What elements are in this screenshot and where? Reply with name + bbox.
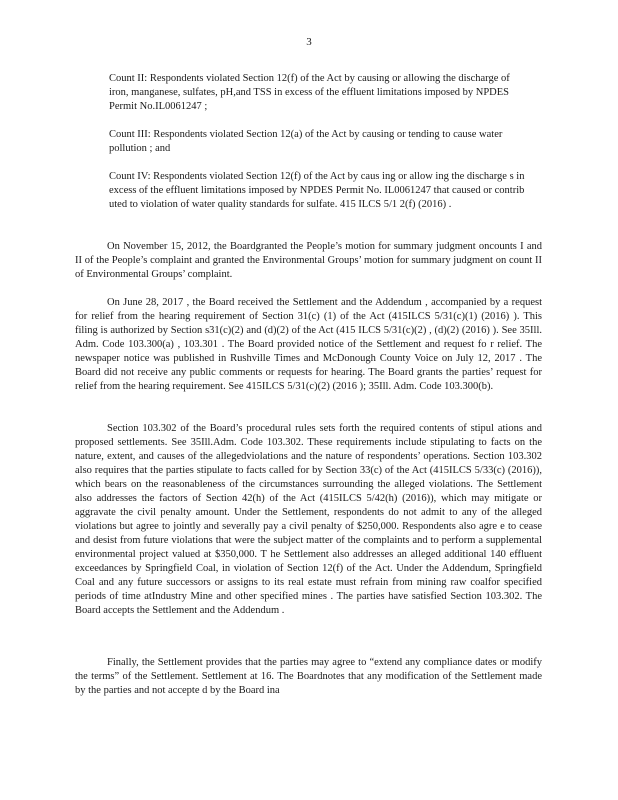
page-number: 3: [306, 36, 312, 48]
count-iii: Count III: Respondents violated Section 12(a) of the Act by causing or tending to cause water pollution ; and: [109, 129, 503, 154]
paragraph-text: On November 15, 2012, the Boardgranted the People’s motion for summary judgment oncounts I and II of the People’s complaint and granted the Environmental Groups’ motion for summary judgment on count II of Environmental Groups’ complaint.: [75, 241, 542, 280]
paragraph-summary-judgment: [75, 240, 542, 282]
count-ii: Count II: Respondents violated Section 12(f) of the Act by causing or allowing the discharge of iron, manganese, sulfates, pH,and TSS in excess of the effluent limitations imposed by NPDES Permit No.IL0061247 ;: [109, 73, 510, 112]
paragraph-settlement-received: [75, 296, 542, 394]
paragraph-finally: [75, 656, 542, 698]
count-iv: Count IV: Respondents violated Section 12(f) of the Act by caus ing or allow ing the discharge s in excess of the effluent limitations imposed by NPDES Permit No. IL0061247 that caused or contrib uted to violation of water quality standards for sulfate. 415 ILCS 5/1 2(f) (2016) .: [109, 171, 525, 210]
paragraph-text: Section 103.302 of the Board’s procedural rules sets forth the required contents of stipul ations and proposed settlements. See 35Ill.Adm. Code 103.302. These requirements include stipulating to facts on the nature, extent, and causes of the allegedviolations and the nature of respondents’ operations. Section 103.302 also requires that the parties stipulate to facts called for by Section 33(c) of the Act (415ILCS 5/33(c) (2016)), which bears on the reasonableness of the circumstances surrounding the alleged violations. The Settlement also addresses the factors of Section 42(h) of the Act (415ILCS 5/42(h) (2016)), which may mitigate or aggravate the civil penalty amount. Under the Settlement, respondents do not admit to any of the alleged violations but agree to jointly and severally pay a civil penalty of $250,000. Respondents also agre e to cease and desist from future violations that were the subject matter of the complaints and to perform a supplemental environmental project valued at $350,000. T he Settlement also addresses an alleged additional 140 effluent exceedances by Springfield Coal, in violation of Section 12(f) of the Act. Under the Addendum, Springfield Coal and any future successors or assigns to its real estate must refrain from mining raw coalfor specified periods of time atIndustry Mine and other specified mines . The parties have satisfied Section 103.302. The Board accepts the Settlement and the Addendum .: [75, 423, 542, 616]
paragraph-section-103-302: [75, 422, 542, 618]
paragraph-text: Finally, the Settlement provides that the parties may agree to “extend any compliance dates or modify the terms” of the Settlement. Settlement at 16. The Boardnotes that any modification of the Settlement made by the parties and not accepte d by the Board ina: [75, 657, 542, 696]
paragraph-text: On June 28, 2017 , the Board received the Settlement and the Addendum , accompanied by a request for relief from the hearing requirement of Section 31(c) (1) of the Act (415ILCS 5/31(c)(1) (2016) ). This filing is authorized by Section s31(c)(2) and (d)(2) of the Act (415 ILCS 5/31(c)(2) , (d)(2) (2016) ). See 35Ill. Adm. Code 103.300(a) , 103.301 . The Board provided notice of the Settlement and request fo r relief. The newspaper notice was published in Rushville Times and McDonough County Voice on July 12, 2017 . The Board did not receive any public comments or requests for hearing. The Board grants the parties’ request for relief from the hearing requirement. See 415ILCS 5/31(c)(2) (2016 ); 35Ill. Adm. Code 103.300(b).: [75, 297, 542, 392]
